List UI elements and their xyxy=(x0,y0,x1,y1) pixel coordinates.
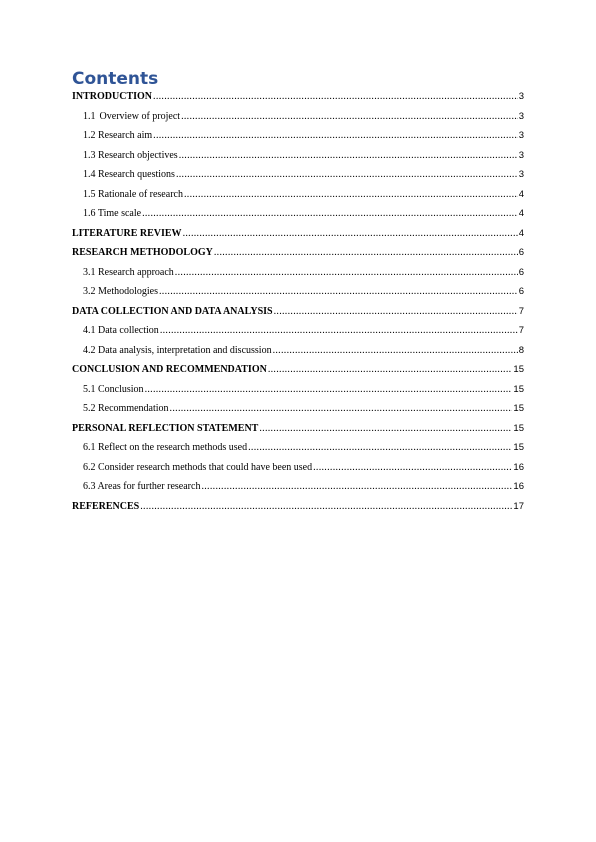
toc-heading-entry[interactable] xyxy=(72,247,524,267)
toc-dot-leader xyxy=(259,423,512,434)
toc-entry-label: 3.2 Methodologies xyxy=(83,286,158,297)
toc-page-number: 8 xyxy=(518,344,524,356)
toc-page-number: 17 xyxy=(513,500,524,512)
toc-entry-label: 3.1 Research approach xyxy=(83,266,174,278)
toc-subheading-entry[interactable] xyxy=(72,150,524,170)
toc-heading-entry[interactable] xyxy=(72,364,524,384)
toc-subheading-entry[interactable] xyxy=(72,208,524,228)
toc-subheading-entry[interactable] xyxy=(72,345,524,365)
toc-subheading-entry[interactable] xyxy=(72,169,524,189)
toc-page-number: 15 xyxy=(513,442,524,453)
toc-entry-number: 1.1 xyxy=(83,110,96,122)
toc-page-number: 15 xyxy=(513,364,524,375)
toc-subheading-entry[interactable] xyxy=(72,267,524,287)
toc-page-number: 7 xyxy=(518,305,524,317)
toc-heading-entry[interactable] xyxy=(72,423,524,443)
toc-subheading-entry[interactable] xyxy=(72,403,524,423)
toc-subheading-entry[interactable] xyxy=(72,130,524,150)
toc-entry-label: 1.4 Research questions xyxy=(83,169,175,180)
toc-dot-leader xyxy=(183,228,518,239)
toc-dot-leader xyxy=(140,501,512,512)
toc-entry-label: PERSONAL REFLECTION STATEMENT xyxy=(72,422,259,434)
toc-dot-leader xyxy=(142,208,518,219)
toc-subheading-entry[interactable] xyxy=(72,384,524,404)
toc-list xyxy=(72,91,524,520)
toc-page-number: 16 xyxy=(513,461,524,473)
toc-entry-label: 6.3 Areas for further research xyxy=(83,481,201,492)
toc-page-number: 4 xyxy=(518,188,524,200)
toc-dot-leader xyxy=(159,286,518,297)
toc-entry-label: 6.2 Consider research methods that could have been used xyxy=(83,461,313,473)
toc-entry-label: 1.2 Research aim xyxy=(83,130,153,141)
toc-dot-leader xyxy=(268,364,513,375)
toc-dot-leader xyxy=(273,345,518,356)
toc-dot-leader xyxy=(153,130,518,141)
toc-entry-label: 5.2 Recommendation xyxy=(83,403,169,414)
toc-entry-label: DATA COLLECTION AND DATA ANALYSIS xyxy=(72,305,273,317)
toc-entry-label: 5.1 Conclusion xyxy=(83,383,144,395)
toc-dot-leader xyxy=(175,267,518,278)
toc-entry-label: CONCLUSION AND RECOMMENDATION xyxy=(72,364,267,375)
toc-dot-leader xyxy=(160,325,518,336)
toc-entry-label: 1.3 Research objectives xyxy=(83,149,178,161)
toc-page-number: 3 xyxy=(518,149,524,161)
toc-page-number: 15 xyxy=(513,383,524,395)
toc-heading-entry[interactable] xyxy=(72,501,524,521)
toc-subheading-entry[interactable] xyxy=(72,325,524,345)
toc-entry-label: Overview of project xyxy=(99,110,181,122)
toc-dot-leader xyxy=(214,247,518,258)
toc-page-number: 4 xyxy=(518,208,524,219)
toc-entry-label: LITERATURE REVIEW xyxy=(72,227,182,239)
toc-heading-entry[interactable] xyxy=(72,306,524,326)
toc-page-number: 15 xyxy=(513,422,524,434)
toc-subheading-entry[interactable] xyxy=(72,442,524,462)
toc-dot-leader xyxy=(170,403,513,414)
toc-entry-label: RESEARCH METHODOLOGY xyxy=(72,247,213,258)
toc-subheading-entry[interactable] xyxy=(72,286,524,306)
toc-entry-label: INTRODUCTION xyxy=(72,91,153,102)
toc-entry-label: 6.1 Reflect on the research methods used xyxy=(83,442,248,453)
toc-subheading-entry[interactable] xyxy=(72,189,524,209)
toc-page-number: 3 xyxy=(518,169,524,180)
toc-page-number: 4 xyxy=(518,227,524,239)
toc-subheading-entry[interactable] xyxy=(72,462,524,482)
toc-page-number: 3 xyxy=(518,110,524,122)
toc-dot-leader xyxy=(181,111,518,122)
toc-heading-entry[interactable] xyxy=(72,228,524,248)
toc-dot-leader xyxy=(145,384,513,395)
toc-page-number: 6 xyxy=(518,266,524,278)
toc-page-number: 7 xyxy=(518,325,524,336)
toc-dot-leader xyxy=(274,306,518,317)
toc-dot-leader xyxy=(176,169,518,180)
toc-entry-label: REFERENCES xyxy=(72,500,140,512)
toc-dot-leader xyxy=(201,481,512,492)
toc-entry-label: 4.1 Data collection xyxy=(83,325,159,336)
toc-title: Contents xyxy=(72,69,159,89)
toc-page-number: 3 xyxy=(518,130,524,141)
toc-entry-label: 1.6 Time scale xyxy=(83,208,142,219)
toc-page-number: 15 xyxy=(513,403,524,414)
toc-page-number: 16 xyxy=(513,481,524,492)
toc-page-number: 6 xyxy=(518,247,524,258)
toc-dot-leader xyxy=(184,189,518,200)
toc-subheading-entry[interactable] xyxy=(72,111,524,131)
toc-subheading-entry[interactable] xyxy=(72,481,524,501)
toc-dot-leader xyxy=(153,91,518,102)
toc-dot-leader xyxy=(248,442,512,453)
toc-heading-entry[interactable] xyxy=(72,91,524,111)
toc-dot-leader xyxy=(179,150,518,161)
toc-entry-label: 1.5 Rationale of research xyxy=(83,188,183,200)
toc-page-number: 3 xyxy=(518,91,524,102)
toc-page-number: 6 xyxy=(518,286,524,297)
toc-dot-leader xyxy=(313,462,512,473)
toc-entry-label: 4.2 Data analysis, interpretation and discussion xyxy=(83,344,272,356)
